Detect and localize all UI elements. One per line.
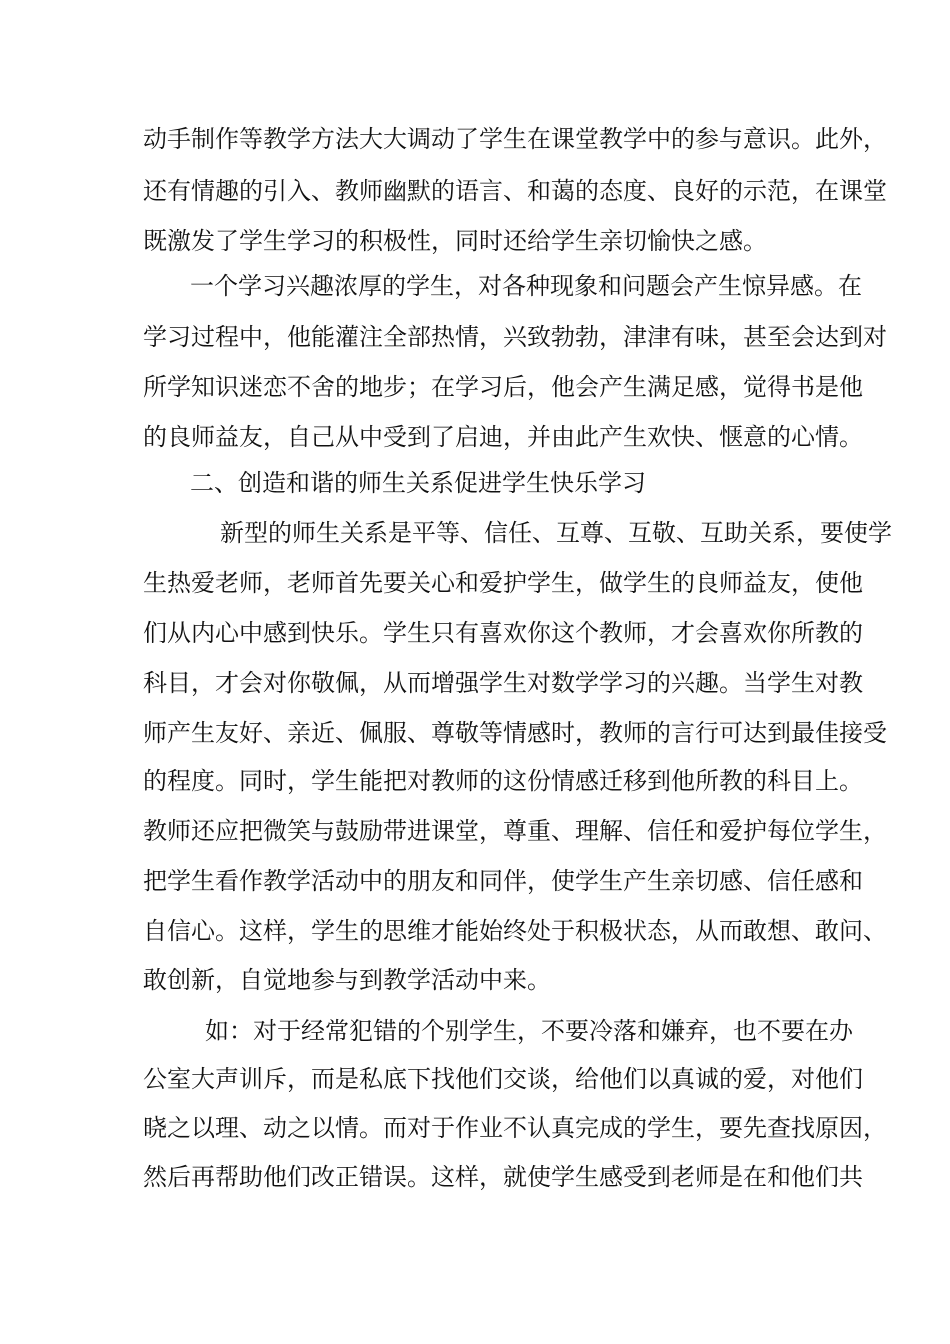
text-line: 一个学习兴趣浓厚的学生，对各种现象和问题会产生惊异感。在 — [190, 272, 862, 300]
text-line: 公室大声训斥，而是私底下找他们交谈，给他们以真诚的爱，对他们 — [143, 1065, 863, 1093]
text-line: 学习过程中，他能灌注全部热情，兴致勃勃，津津有味，甚至会达到对 — [143, 323, 887, 351]
text-line: 的良师益友，自己从中受到了启迪，并由此产生欢快、惬意的心情。 — [143, 423, 863, 451]
text-line: 敢创新，自觉地参与到教学活动中来。 — [143, 966, 551, 994]
text-line: 所学知识迷恋不舍的地步；在学习后，他会产生满足感，觉得书是他 — [143, 373, 863, 401]
text-line: 新型的师生关系是平等、信任、互尊、互敬、互助关系，要使学 — [220, 519, 892, 547]
text-line: 晓之以理、动之以情。而对于作业不认真完成的学生，要先查找原因， — [143, 1114, 887, 1142]
text-line: 还有情趣的引入、教师幽默的语言、和蔼的态度、良好的示范，在课堂 — [143, 177, 887, 205]
text-line: 自信心。这样，学生的思维才能始终处于积极状态，从而敢想、敢问、 — [143, 917, 887, 945]
text-line: 既激发了学生学习的积极性，同时还给学生亲切愉快之感。 — [143, 227, 767, 255]
text-line: 师产生友好、亲近、佩服、尊敬等情感时，教师的言行可达到最佳接受 — [143, 719, 887, 747]
text-line: 把学生看作教学活动中的朋友和同伴，使学生产生亲切感、信任感和 — [143, 867, 863, 895]
text-line: 教师还应把微笑与鼓励带进课堂，尊重、理解、信任和爱护每位学生， — [143, 817, 887, 845]
text-line: 动手制作等教学方法大大调动了学生在课堂教学中的参与意识。此外， — [143, 125, 887, 153]
text-line: 如：对于经常犯错的个别学生，不要冷落和嫌弃，也不要在办 — [205, 1017, 853, 1045]
section-heading: 二、创造和谐的师生关系促进学生快乐学习 — [190, 469, 646, 497]
text-line: 科目，才会对你敬佩，从而增强学生对数学学习的兴趣。当学生对教 — [143, 669, 863, 697]
text-line: 的程度。同时，学生能把对教师的这份情感迁移到他所教的科目上。 — [143, 767, 863, 795]
text-line: 们从内心中感到快乐。学生只有喜欢你这个教师，才会喜欢你所教的 — [143, 619, 863, 647]
text-line: 然后再帮助他们改正错误。这样，就使学生感受到老师是在和他们共 — [143, 1163, 863, 1191]
text-line: 生热爱老师，老师首先要关心和爱护学生，做学生的良师益友，使他 — [143, 569, 863, 597]
